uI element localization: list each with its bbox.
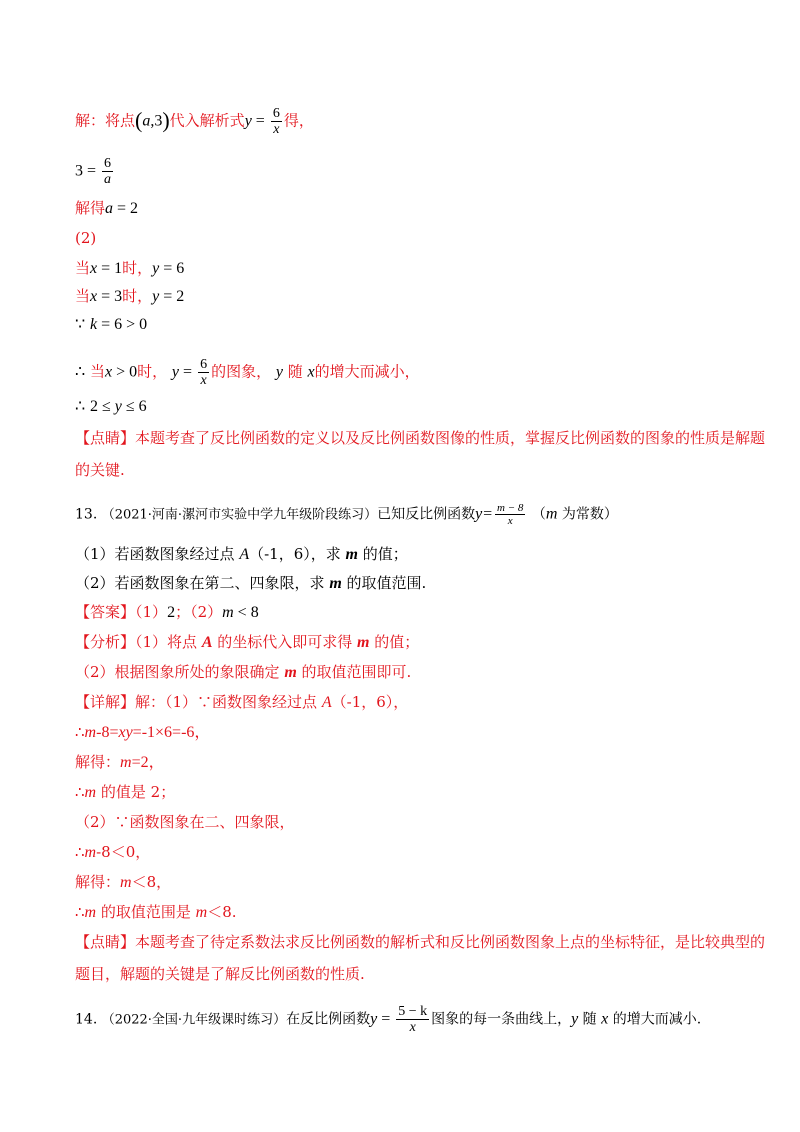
xiangjie-13-line-1: 【详解】解：（1）∵函数图象经过点 A（-1，6）， bbox=[75, 693, 409, 711]
question-13-part-2: （2）若函数图象在第二、四象限，求 m 的取值范围. bbox=[75, 574, 427, 592]
solution-line-k: ∵ k = 6 > 0 bbox=[75, 316, 148, 333]
xiangjie-13-line-8: ∴m 的取值范围是 m＜8. bbox=[75, 903, 237, 921]
xiangjie-13-line-3: 解得：m=2， bbox=[75, 753, 165, 771]
solution-line-equation bbox=[75, 156, 115, 187]
xiangjie-13-line-5: （2）∵函数图象在二、四象限， bbox=[75, 813, 295, 831]
tag: 【点睛】 bbox=[75, 933, 136, 951]
tag: 【详解】 bbox=[75, 693, 136, 711]
equals: = bbox=[251, 112, 269, 130]
xiangjie-13-line-7: 解得：m＜8， bbox=[75, 873, 172, 891]
fraction: $\frac{6}{x}$ bbox=[200, 357, 208, 388]
comma: , bbox=[150, 112, 155, 130]
solution-line-substitute bbox=[75, 106, 314, 137]
fenxi-13-line-1: 【分析】（1）将点 A 的坐标代入即可求得 m 的值； bbox=[75, 633, 420, 651]
var-a: a bbox=[142, 112, 151, 130]
var-y: y bbox=[244, 112, 252, 130]
question-14-stem: 14. （2022·全国·九年级课时练习）在反比例函数y = $\frac{5 - k}{x}$ 图象的每一条曲线上，y 随 x 的增大而减小. bbox=[75, 1004, 702, 1035]
fraction: $\frac{5 - k}{x}$ bbox=[398, 1004, 428, 1035]
dianjing-1-line-1: 【点睛】本题考查了反比例函数的定义以及反比例函数图像的性质，掌握反比例函数的图象的性质是解题 bbox=[75, 429, 766, 447]
solution-line-range: ∴ 2 ≤ y ≤ 6 bbox=[75, 398, 147, 415]
text: 解得 bbox=[75, 199, 106, 217]
tag: 【答案】 bbox=[75, 603, 136, 621]
dianjing-2-line-1: 【点睛】本题考查了待定系数法求反比例函数的解析式和反比例函数图象上点的坐标特征，是比较典型的 bbox=[75, 933, 766, 951]
answer-13: 【答案】（1）2；（2）m < 8 bbox=[75, 603, 259, 621]
var-a: a bbox=[105, 200, 114, 217]
question-13-stem: 13. （2021·河南·漯河市实验中学九年级阶段练习）已知反比例函数y= $\frac{m - 8}{x}$ （m 为常数） bbox=[75, 502, 618, 527]
tag: 【分析】 bbox=[75, 633, 136, 651]
value: = 2 bbox=[113, 200, 139, 217]
paren: ( bbox=[135, 107, 143, 133]
text: 代入解析式 bbox=[169, 111, 245, 130]
solution-line-x3: 当x = 3时，y = 2 bbox=[75, 287, 185, 305]
question-number: 14. bbox=[75, 1011, 98, 1028]
dianjing-1-line-2: 的关键. bbox=[75, 461, 125, 479]
solution-line-monotonic: ∴ 当x > 0时， y = $\frac{6}{x}$ 的图象， y 随 x的增大而减小， bbox=[75, 357, 420, 388]
xiangjie-13-line-4: ∴m 的值是 2； bbox=[75, 783, 176, 801]
question-source: （2021·河南·漯河市实验中学九年级阶段练习） bbox=[101, 507, 378, 523]
lhs: 3 = bbox=[75, 162, 101, 180]
xiangjie-13-line-2: ∴m-8=xy=-1×6=-6， bbox=[75, 723, 211, 741]
solution-line-x1: 当x = 1时，y = 6 bbox=[75, 259, 185, 277]
xiangjie-13-line-6: ∴m-8＜0， bbox=[75, 843, 151, 861]
question-13-part-1: （1）若函数图象经过点 A（-1，6），求 m 的值； bbox=[75, 545, 408, 563]
question-source: （2022·全国·九年级课时练习） bbox=[101, 1012, 287, 1028]
tag: 【点睛】 bbox=[75, 429, 136, 447]
text: 解：将点 bbox=[75, 111, 136, 130]
text: 得， bbox=[283, 111, 314, 130]
solution-line-result bbox=[75, 198, 138, 219]
fraction: $\frac{m - 8}{x}$ bbox=[496, 502, 524, 527]
fenxi-13-line-2: （2）根据图象所处的象限确定 m 的取值范围即可. bbox=[75, 663, 412, 681]
num: 3 bbox=[154, 112, 163, 130]
fraction: $\frac{6}{a}$ bbox=[104, 156, 112, 187]
paren: ) bbox=[162, 107, 170, 133]
dianjing-2-line-2: 题目，解题的关键是了解反比例函数的性质. bbox=[75, 965, 365, 983]
solution-part-2: (2) bbox=[75, 229, 97, 247]
question-number: 13. bbox=[75, 506, 98, 523]
fraction: $\frac{6}{x}$ bbox=[272, 106, 280, 137]
